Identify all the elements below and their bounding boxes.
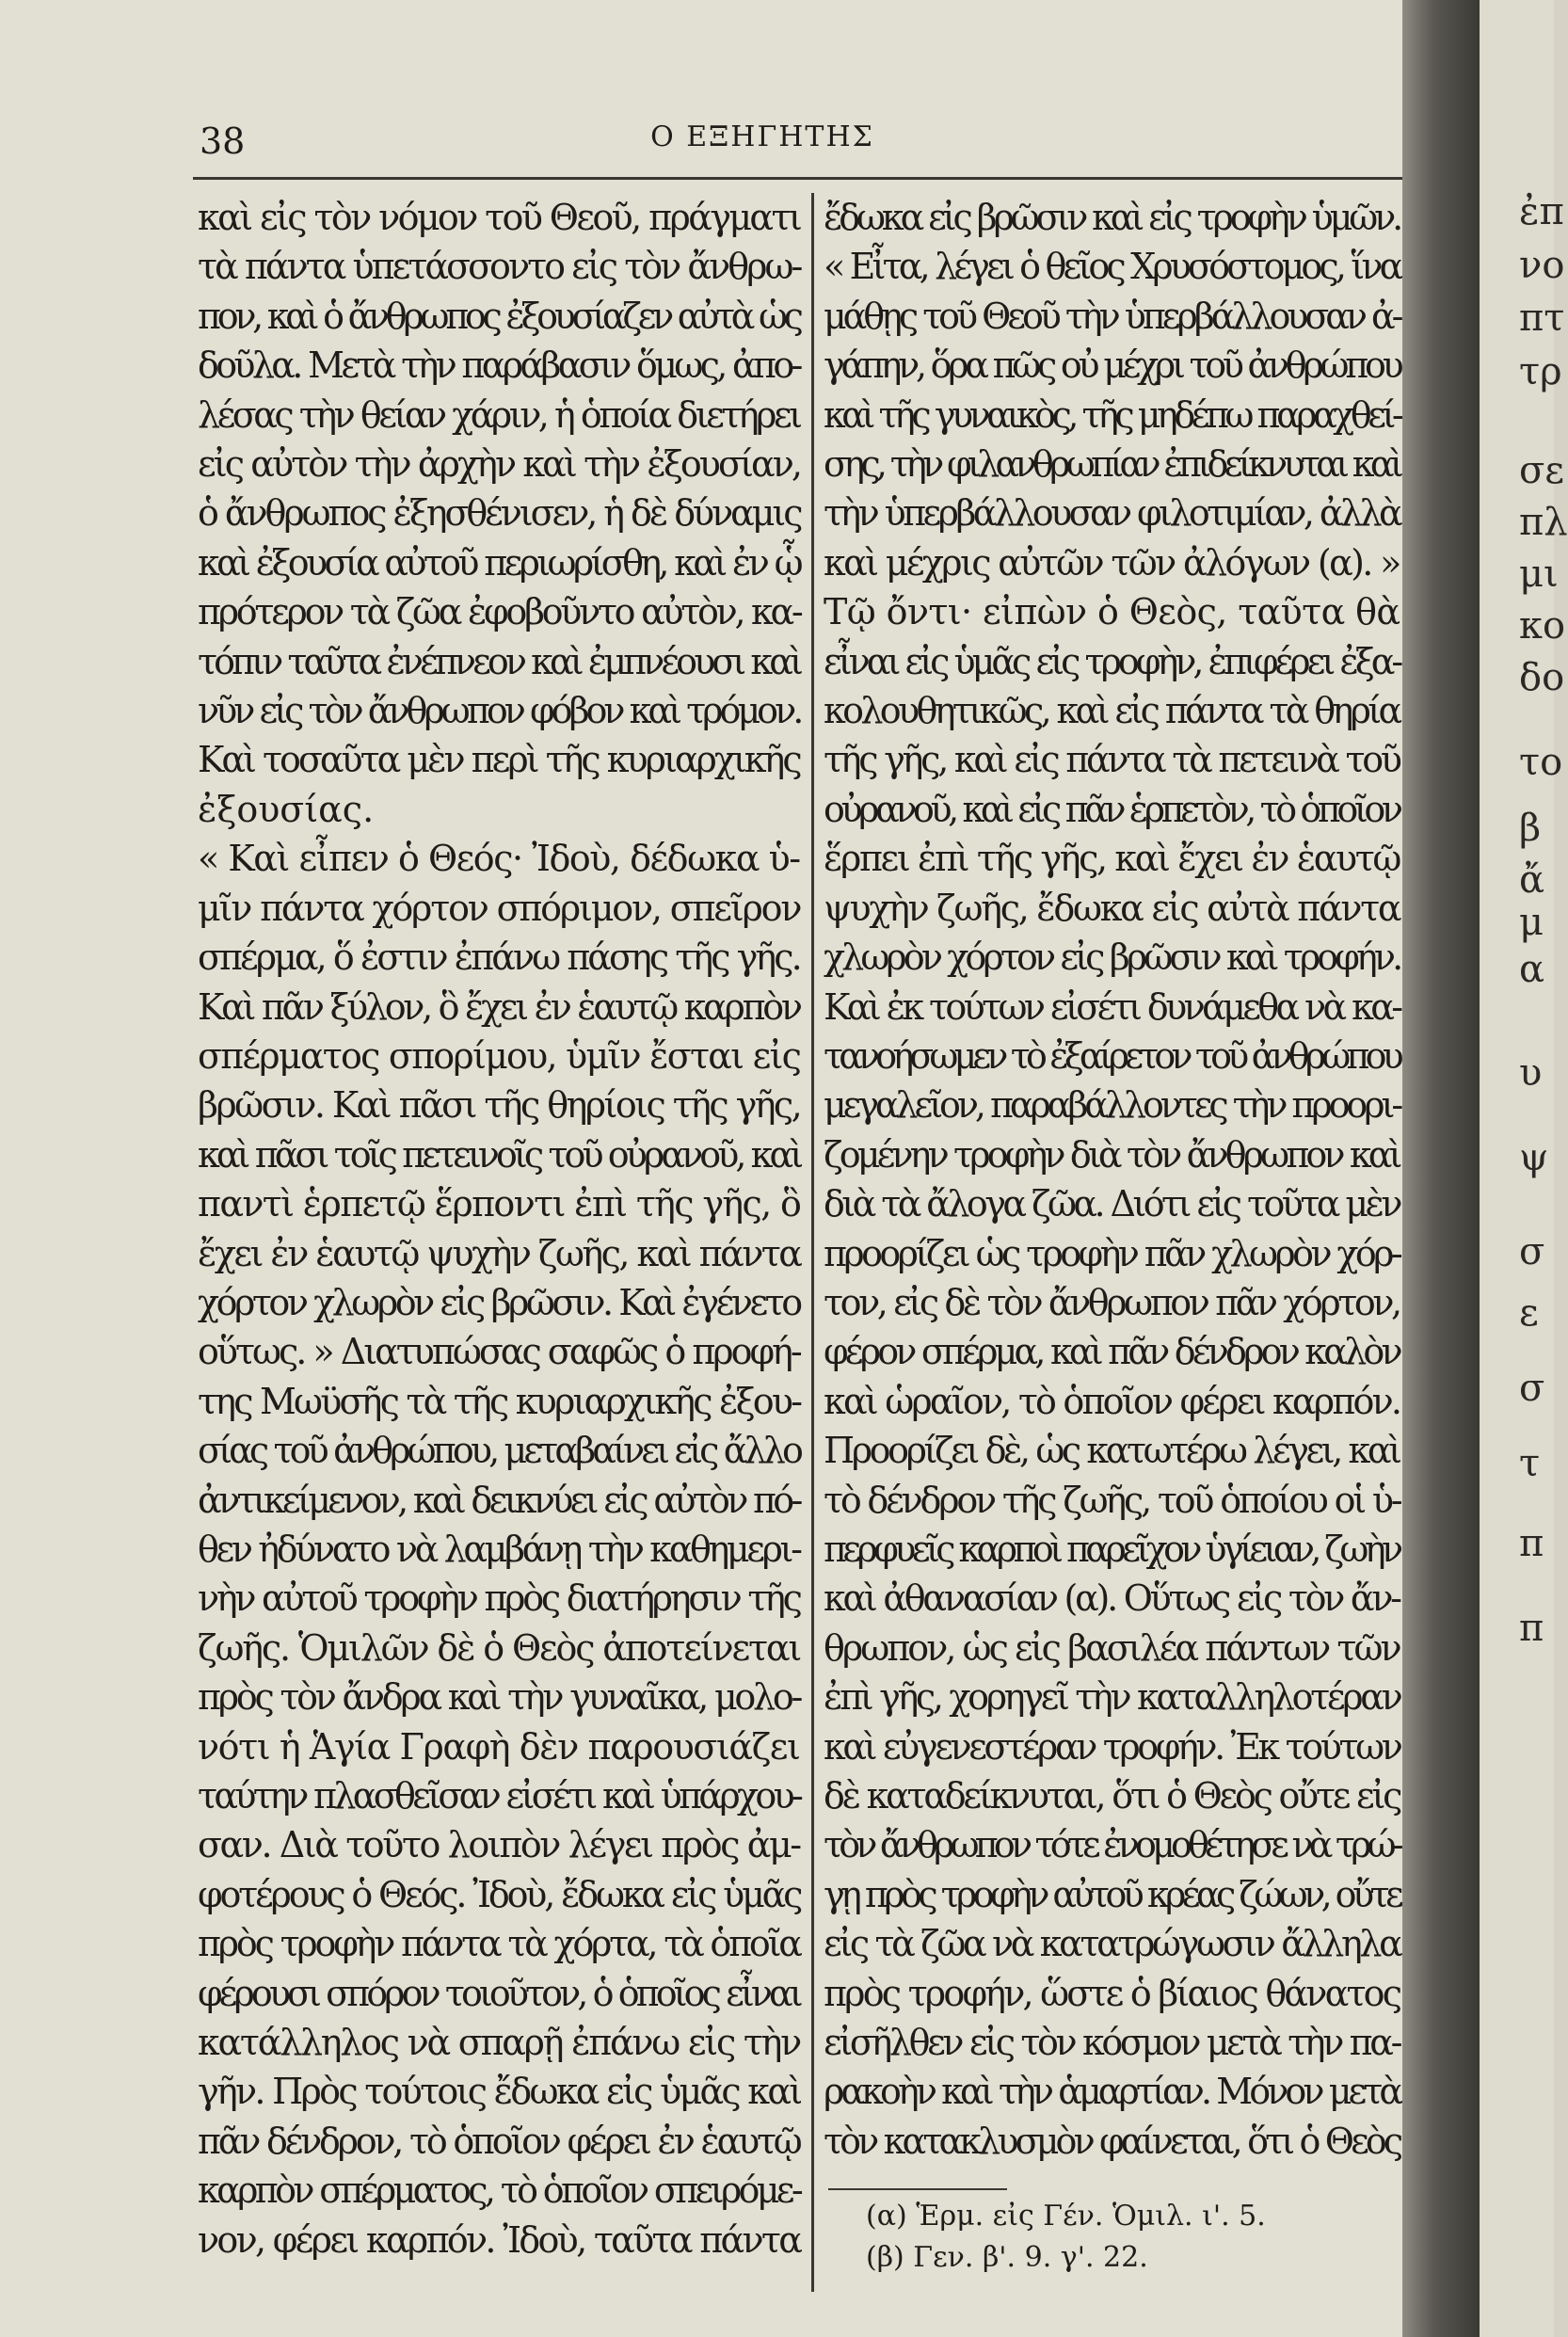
text-line: ὁ ἄνθρωπος ἐξησθένισεν, ἡ δὲ δύναμις	[198, 492, 801, 535]
text-line: καὶ ἐξουσία αὐτοῦ περιωρίσθη, καὶ ἐν ᾧ	[198, 541, 800, 584]
text-line: ρακοὴν καὶ τὴν ἁμαρτίαν. Μόνον μετὰ	[824, 2071, 1400, 2113]
text-line: περφυεῖς καρποὶ παρεῖχον ὑγίειαν, ζωὴν	[824, 1528, 1400, 1570]
text-line: ἔχει ἐν ἑαυτῷ ψυχὴν ζωῆς, καὶ πάντα	[198, 1232, 801, 1274]
text-line: ἀντικείμενον, καὶ δεικνύει εἰς αὐτὸν πό-	[198, 1479, 800, 1521]
text-line: παντὶ ἑρπετῷ ἕρποντι ἐπὶ τῆς γῆς, ὃ	[198, 1183, 801, 1225]
text-line: μῖν πάντα χόρτον σπόριμον, σπεῖρον	[198, 887, 801, 929]
text-line: διὰ τὰ ἄλογα ζῶα. Διότι εἰς τοῦτα μὲν	[824, 1183, 1400, 1225]
facing-page-fragment: ε	[1519, 1291, 1539, 1335]
text-line: καὶ πᾶσι τοῖς πετεινοῖς τοῦ οὐρανοῦ, καὶ	[198, 1133, 801, 1176]
facing-page-fragment: ψ	[1519, 1136, 1549, 1179]
text-line: τὴν ὑπερβάλλουσαν φιλοτιμίαν, ἀλλὰ	[824, 492, 1400, 535]
facing-page-fragment: τ	[1519, 1442, 1541, 1485]
text-line: τὸ δένδρον τῆς ζωῆς, τοῦ ὁποίου οἱ ὑ-	[824, 1479, 1400, 1521]
text-line: γάπην, ὅρα πῶς οὐ μέχρι τοῦ ἀνθρώπου	[824, 344, 1400, 387]
text-line: Καὶ τοσαῦτα μὲν περὶ τῆς κυριαρχικῆς	[198, 739, 800, 781]
text-line: Τῷ ὄντι· εἰπὼν ὁ Θεὸς, ταῦτα θὰ	[824, 591, 1400, 633]
text-line: μάθῃς τοῦ Θεοῦ τὴν ὑπερβάλλουσαν ἀ-	[824, 295, 1400, 337]
text-line: βρῶσιν. Καὶ πᾶσι τῆς θηρίοις τῆς γῆς,	[198, 1084, 801, 1127]
facing-page-fragment: β	[1519, 807, 1542, 850]
text-line: τὸν κατακλυσμὸν φαίνεται, ὅτι ὁ Θεὸς	[824, 2120, 1400, 2162]
text-line: δοῦλα. Μετὰ τὴν παράβασιν ὅμως, ἀπο-	[198, 344, 800, 387]
facing-page-fragment: μι	[1519, 552, 1559, 596]
facing-page-fragment: πτ	[1519, 296, 1565, 340]
text-line: πρὸς τὸν ἄνδρα καὶ τὴν γυναῖκα, μολο-	[198, 1676, 801, 1719]
text-line: εἰσῆλθεν εἰς τὸν κόσμον μετὰ τὴν πα-	[824, 2022, 1400, 2064]
text-line: χόρτον χλωρὸν εἰς βρῶσιν. Καὶ ἐγένετο	[198, 1281, 800, 1323]
text-line: τανοήσωμεν τὸ ἐξαίρετον τοῦ ἀνθρώπου	[824, 1034, 1400, 1077]
right-text-column	[824, 193, 1400, 2166]
facing-page-fragment: σ	[1519, 1230, 1545, 1273]
text-line: ἐξουσίας.	[198, 788, 375, 830]
text-line: γῃ πρὸς τροφὴν αὐτοῦ κρέας ζώων, οὔτε	[824, 1873, 1400, 1915]
text-line: εἰς τὰ ζῶα νὰ κατατρώγωσιν ἄλληλα	[824, 1923, 1400, 1965]
text-line: θεν ἠδύνατο νὰ λαμβάνῃ τὴν καθημερι-	[198, 1528, 800, 1570]
text-line: Προορίζει δὲ, ὡς κατωτέρω λέγει, καὶ	[824, 1430, 1400, 1472]
facing-page-fragment: α	[1519, 948, 1545, 991]
text-line: πον, καὶ ὁ ἄνθρωπος ἐξουσίαζεν αὐτὰ ὡς	[198, 295, 800, 337]
text-line: σπέρμα, ὅ ἐστιν ἐπάνω πάσης τῆς γῆς.	[198, 936, 800, 979]
text-line: τὰ πάντα ὑπετάσσοντο εἰς τὸν ἄνθρω-	[198, 246, 801, 288]
text-line: καὶ μέχρις αὐτῶν τῶν ἀλόγων (α). »	[824, 541, 1400, 584]
facing-page-fragment: π	[1519, 1607, 1544, 1650]
text-line: εἶναι εἰς ὑμᾶς εἰς τροφὴν, ἐπιφέρει ἐξα-	[824, 640, 1400, 682]
text-line: καρπὸν σπέρματος, τὸ ὁποῖον σπειρόμε-	[198, 2169, 801, 2212]
text-line: χλωρὸν χόρτον εἰς βρῶσιν καὶ τροφήν.	[824, 936, 1400, 979]
text-line: φοτέρους ὁ Θεός. Ἰδοὺ, ἔδωκα εἰς ὑμᾶς	[198, 1873, 801, 1915]
text-line: δὲ καταδείκνυται, ὅτι ὁ Θεὸς οὔτε εἰς	[824, 1775, 1400, 1817]
facing-page-fragment: πλ	[1519, 501, 1568, 544]
text-line: πρὸς τροφήν, ὥστε ὁ βίαιος θάνατος	[824, 1972, 1400, 2014]
facing-page-fragment: σε	[1519, 449, 1565, 492]
text-line: σης, τὴν φιλανθρωπίαν ἐπιδείκνυται καὶ	[824, 443, 1400, 486]
text-line: ζωῆς. Ὁμιλῶν δὲ ὁ Θεὸς ἀποτείνεται	[198, 1626, 801, 1669]
text-line: καὶ ἀθανασίαν (α). Οὕτως εἰς τὸν ἄν-	[824, 1577, 1400, 1620]
text-line: σαν. Διὰ τοῦτο λοιπὸν λέγει πρὸς ἀμ-	[198, 1824, 800, 1866]
book-gutter	[1402, 0, 1480, 2337]
text-line: φέρουσι σπόρον τοιοῦτον, ὁ ὁποῖος εἶναι	[198, 1972, 800, 2014]
text-line: καὶ εὐγενεστέραν τροφήν. Ἐκ τούτων	[824, 1725, 1400, 1768]
text-line: Καὶ πᾶν ξύλον, ὃ ἔχει ἐν ἑαυτῷ καρπὸν	[198, 985, 800, 1028]
text-line: Καὶ ἐκ τούτων εἰσέτι δυνάμεθα νὰ κα-	[824, 985, 1400, 1028]
text-line: σπέρματος σπορίμου, ὑμῖν ἔσται εἰς	[198, 1034, 801, 1077]
text-line: ἐπὶ γῆς, χορηγεῖ τὴν καταλληλοτέραν	[824, 1676, 1400, 1719]
text-line: φέρον σπέρμα, καὶ πᾶν δένδρον καλὸν	[824, 1331, 1400, 1373]
text-line: πρότερον τὰ ζῶα ἐφοβοῦντο αὐτὸν, κα-	[198, 591, 801, 633]
column-divider	[811, 193, 814, 2292]
text-line: ταύτην πλασθεῖσαν εἰσέτι καὶ ὑπάρχου-	[198, 1775, 801, 1817]
text-line: πρὸς τροφὴν πάντα τὰ χόρτα, τὰ ὁποῖα	[198, 1923, 800, 1965]
text-line: τὸν ἄνθρωπον τότε ἐνομοθέτησε νὰ τρώ-	[824, 1824, 1400, 1866]
facing-page-fragment: το	[1519, 741, 1563, 784]
facing-page-fragment: νο	[1519, 244, 1565, 287]
text-line: τῆς γῆς, καὶ εἰς πάντα τὰ πετεινὰ τοῦ	[824, 739, 1400, 781]
text-line: « Εἶτα, λέγει ὁ θεῖος Χρυσόστομος, ἵνα	[824, 246, 1400, 288]
text-line: μεγαλεῖον, παραβάλλοντες τὴν προορι-	[824, 1084, 1400, 1127]
text-line: θρωπον, ὡς εἰς βασιλέα πάντων τῶν	[824, 1626, 1400, 1669]
text-line: « Καὶ εἶπεν ὁ Θεός· Ἰδοὺ, δέδωκα ὑ-	[198, 838, 800, 880]
text-line: σίας τοῦ ἀνθρώπου, μεταβαίνει εἰς ἄλλο	[198, 1430, 801, 1472]
text-line: νον, φέρει καρπόν. Ἰδοὺ, ταῦτα πάντα	[198, 2218, 801, 2261]
left-text-column	[198, 193, 800, 2265]
text-line: νὴν αὐτοῦ τροφὴν πρὸς διατήρησιν τῆς	[198, 1577, 800, 1620]
adjacent-page-edge	[1480, 0, 1568, 2337]
text-line: εἰς αὐτὸν τὴν ἀρχὴν καὶ τὴν ἐξουσίαν,	[198, 443, 801, 486]
facing-page-fragment: ἐπ	[1519, 190, 1564, 233]
text-line: λέσας τὴν θείαν χάριν, ἡ ὁποία διετήρει	[198, 393, 800, 436]
text-line: γῆν. Πρὸς τούτοις ἔδωκα εἰς ὑμᾶς καὶ	[198, 2071, 801, 2113]
facing-page-fragment: σ	[1519, 1367, 1545, 1410]
text-line: ζομένην τροφὴν διὰ τὸν ἄνθρωπον καὶ	[824, 1133, 1400, 1176]
text-line: καὶ τῆς γυναικὸς, τῆς μηδέπω παραχθεί-	[824, 393, 1400, 436]
facing-page-fragment: τρ	[1519, 350, 1562, 393]
footnote: (α) Ἑρμ. εἰς Γέν. Ὁμιλ. ι'. 5.	[866, 2200, 1266, 2233]
facing-page-fragment: υ	[1519, 1051, 1543, 1095]
running-title: Ο ΕΞΗΓΗΤΗΣ	[650, 120, 874, 153]
text-line: νότι ἡ Ἁγία Γραφὴ δὲν παρουσιάζει	[198, 1725, 800, 1768]
page-number: 38	[200, 120, 246, 162]
facing-page-fragment: δο	[1519, 656, 1565, 699]
footnote-rule	[828, 2188, 1007, 2190]
facing-page-fragment: μ	[1519, 901, 1544, 944]
text-line: πᾶν δένδρον, τὸ ὁποῖον φέρει ἐν ἑαυτῷ	[198, 2120, 800, 2162]
text-line: ἕρπει ἐπὶ τῆς γῆς, καὶ ἔχει ἐν ἑαυτῷ	[824, 838, 1400, 880]
text-line: οὐρανοῦ, καὶ εἰς πᾶν ἑρπετὸν, τὸ ὁποῖον	[824, 788, 1400, 830]
text-line: καὶ ὡραῖον, τὸ ὁποῖον φέρει καρπόν.	[824, 1380, 1400, 1422]
text-line: ψυχὴν ζωῆς, ἔδωκα εἰς αὐτὰ πάντα	[824, 887, 1400, 929]
facing-page-fragment: π	[1519, 1522, 1544, 1565]
header-rule	[193, 177, 1402, 180]
footnote: (β) Γεν. β'. 9. γ'. 22.	[866, 2241, 1148, 2274]
text-line: προορίζει ὡς τροφὴν πᾶν χλωρὸν χόρ-	[824, 1232, 1400, 1274]
text-line: ἔδωκα εἰς βρῶσιν καὶ εἰς τροφὴν ὑμῶν.	[824, 197, 1400, 238]
text-line: τόπιν ταῦτα ἐνέπνεον καὶ ἐμπνέουσι καὶ	[198, 640, 800, 682]
text-line: νῦν εἰς τὸν ἄνθρωπον φόβον καὶ τρόμον.	[198, 690, 801, 732]
text-line: κατάλληλος νὰ σπαρῇ ἐπάνω εἰς τὴν	[198, 2022, 800, 2064]
facing-page-fragment: ἄ	[1519, 858, 1545, 902]
text-line: οὕτως. » Διατυπώσας σαφῶς ὁ προφή-	[198, 1331, 800, 1373]
text-line: τον, εἰς δὲ τὸν ἄνθρωπον πᾶν χόρτον,	[824, 1281, 1400, 1323]
text-line: καὶ εἰς τὸν νόμον τοῦ Θεοῦ, πράγματι	[198, 197, 801, 238]
facing-page-fragment: κο	[1519, 604, 1566, 648]
text-line: κολουθητικῶς, καὶ εἰς πάντα τὰ θηρία	[824, 690, 1400, 732]
text-line: της Μωϋσῆς τὰ τῆς κυριαρχικῆς ἐξου-	[198, 1380, 801, 1422]
